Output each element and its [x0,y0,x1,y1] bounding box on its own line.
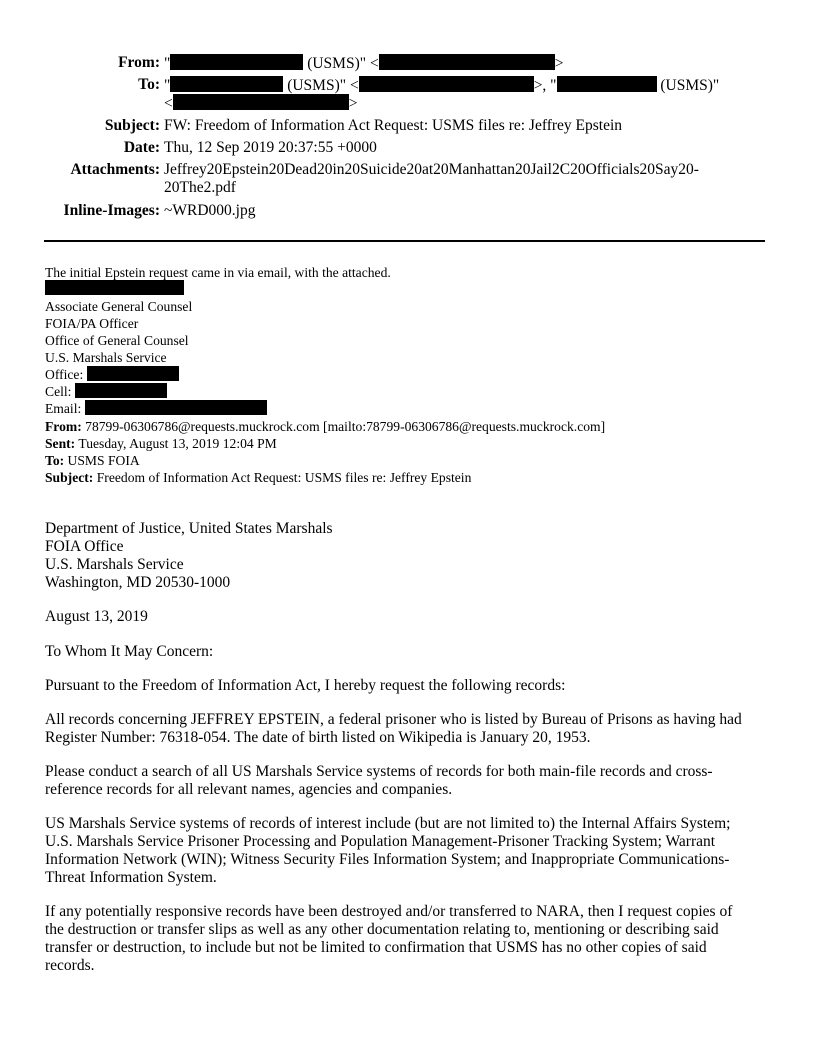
paragraph-5-line-2: the destruction or transfer slips as well as any other documentation relating to, mentioning or describing said [45,921,719,938]
paragraph-5-line-1: If any potentially responsive records have been destroyed and/or transferred to NARA, then I request copies of [45,903,733,920]
redaction-box [170,54,303,70]
to-value-cont [164,94,358,113]
fwd-from-label: From: [45,419,82,434]
signature-role: FOIA/PA Officer [45,316,139,331]
paragraph-4-line-1: US Marshals Service systems of records of interest include (but are not limited to) the Internal Affairs System; [45,815,731,832]
signature-office-phone [45,366,179,383]
quote: " [164,55,171,72]
inline-image-file[interactable]: ~WRD000.jpg [164,202,256,219]
signature-name [45,280,184,297]
fwd-subject-row [45,469,471,486]
angle-close: > [554,55,564,72]
signature-agency: U.S. Marshals Service [45,350,167,365]
paragraph-2-line-1: All records concerning JEFFREY EPSTEIN, a federal prisoner who is listed by Bureau of Prisons as having had [45,711,742,728]
fwd-subject-value: Freedom of Information Act Request: USMS files re: Jeffrey Epstein [93,470,472,485]
office-label: Office: [45,367,84,382]
angle-comma: >, " [533,77,557,94]
fwd-from-value[interactable]: 78799-06306786@requests.muckrock.com [mailto:78799-06306786@requests.muckrock.com] [81,419,606,434]
quote: " [164,77,171,94]
paragraph-3-line-1: Please conduct a search of all US Marshals Service systems of records for both main-file records and cross- [45,763,713,780]
paragraph-2-line-2: Register Number: 76318-054. The date of birth listed on Wikipedia is January 20, 1953. [45,729,591,746]
redaction-box [87,366,179,381]
subject-label: Subject: [104,117,160,134]
fwd-to-label: To: [45,453,65,468]
fwd-sent-label: Sent: [45,436,76,451]
usms-end: (USMS)" [656,77,720,94]
address-line-3: U.S. Marshals Service [45,556,184,573]
paragraph-4-line-3: Information Network (WIN); Witness Security Files Information System; and Inappropriate Communications- [45,851,730,868]
fwd-sent-row [45,435,277,452]
paragraph-4-line-4: Threat Information System. [45,869,217,886]
redaction-box [359,76,534,92]
to-value [164,76,719,95]
fwd-to-value: USMS FOIA [64,453,140,468]
to-label: To: [138,76,160,93]
redaction-box [173,94,349,110]
redaction-box [557,76,657,92]
angle-open: < [164,95,173,112]
angle-close: > [348,95,358,112]
fwd-to-row [45,452,140,469]
date-label: Date: [123,139,160,156]
paragraph-5-line-3: transfer or destruction, to include but not be limited to confirmation that USMS has no other copies of said [45,939,707,956]
signature-office: Office of General Counsel [45,333,189,348]
redaction-box [75,383,167,398]
forward-intro: The initial Epstein request came in via email, with the attached. [45,265,391,280]
signature-email [45,400,267,417]
letter-date: August 13, 2019 [45,608,148,625]
redaction-box [45,280,184,295]
subject-value: FW: Freedom of Information Act Request: USMS files re: Jeffrey Epstein [164,117,623,134]
redaction-box [170,76,283,92]
from-label: From: [118,54,160,71]
redaction-box [85,400,267,415]
address-line-1: Department of Justice, United States Marshals [45,520,333,537]
salutation: To Whom It May Concern: [45,643,214,660]
paragraph-3-line-2: reference records for all relevant names, agencies and companies. [45,781,453,798]
fwd-subject-label: Subject: [45,470,94,485]
paragraph-1: Pursuant to the Freedom of Information Act, I hereby request the following records: [45,677,566,694]
address-line-4: Washington, MD 20530-1000 [45,574,231,591]
usms-tag: (USMS)" < [303,55,379,72]
email-label: Email: [45,401,82,416]
paragraph-4-line-2: U.S. Marshals Service Prisoner Processing and Population Management-Prisoner Tracking System; Warrant [45,833,716,850]
redaction-box [379,54,555,70]
date-value: Thu, 12 Sep 2019 20:37:55 +0000 [164,139,377,156]
attachments-label: Attachments: [70,161,160,178]
signature-cell-phone [45,383,167,400]
paragraph-5-line-4: records. [45,957,95,974]
fwd-from-row [45,418,605,435]
cell-label: Cell: [45,384,72,399]
usms-tag: (USMS)" < [283,77,359,94]
attachment-link[interactable]: Jeffrey20Epstein20Dead20in20Suicide20at20Manhattan20Jail2C20Officials20Say20- [164,161,699,178]
inline-images-label: Inline-Images: [63,202,160,219]
attachment-link-cont[interactable]: 20The2.pdf [164,179,236,196]
header-divider [44,240,765,242]
from-value [164,54,563,73]
fwd-sent-value: Tuesday, August 13, 2019 12:04 PM [75,436,277,451]
address-line-2: FOIA Office [45,538,124,555]
signature-title: Associate General Counsel [45,299,193,314]
